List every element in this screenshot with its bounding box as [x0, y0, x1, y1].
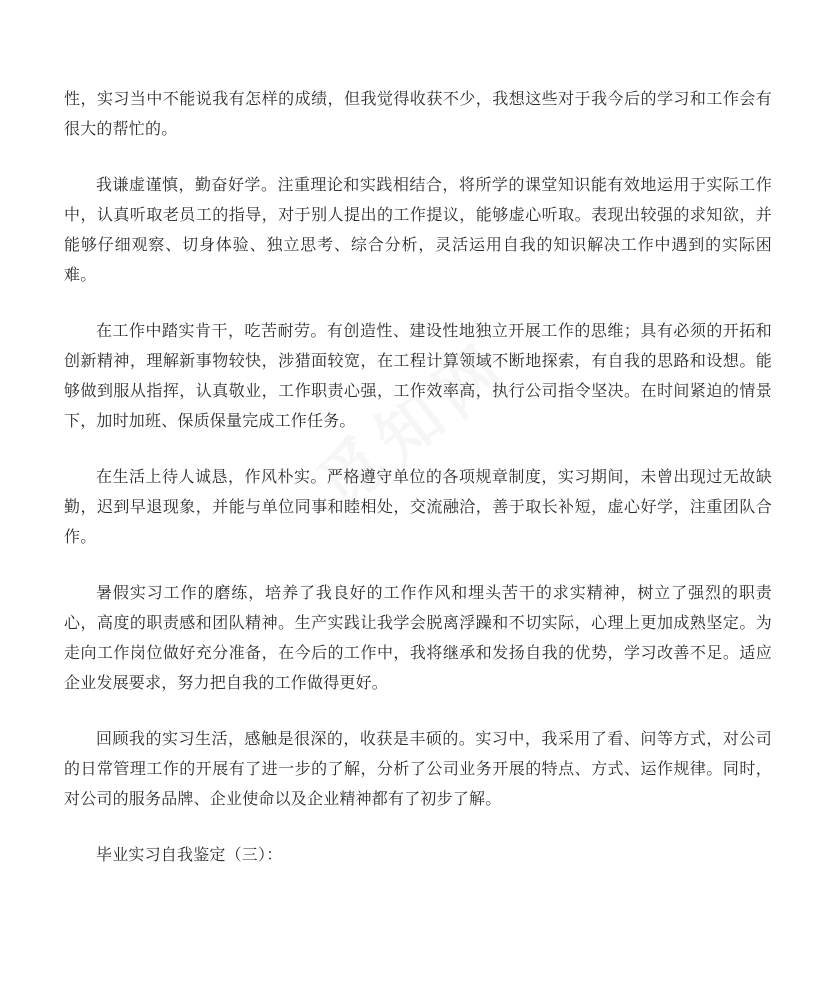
- paragraph-gap: [64, 144, 772, 170]
- paragraph-summer-internship: 暑假实习工作的磨练，培养了我良好的工作作风和埋头苦干的求实精神，树立了强烈的职责心，高度的职责感和团队精神。生产实践让我学会脱离浮躁和不切实际，心理上更加成熟坚定。为走向工作岗位做好充分准备，在今后的工作中，我将继承和发扬自我的优势，学习改善不足。适应企业发展要求，努力把自我的工作做得更好。: [64, 583, 772, 692]
- paragraph-continuation: 性，实习当中不能说我有怎样的成绩，但我觉得收获不少，我想这些对于我今后的学习和工作会有很大的帮忙的。: [64, 89, 772, 138]
- paragraph-gap: [64, 698, 772, 724]
- paragraph-humble-diligent: 我谦虚谨慎，勤奋好学。注重理论和实践相结合，将所学的课堂知识能有效地运用于实际工作中，认真听取老员工的指导，对于别人提出的工作提议，能够虚心听取。表现出较强的求知欲，并能够仔细观察、切身体验、独立思考、综合分析，灵活运用自我的知识解决工作中遇到的实际困难。: [64, 175, 772, 284]
- section-heading: 毕业实习自我鉴定（三）：: [96, 845, 283, 864]
- paragraph-work-attitude: 在工作中踏实肯干，吃苦耐劳。有创造性、建设性地独立开展工作的思维；具有必须的开拓和创新精神，理解新事物较快，涉猎面较宽，在工程计算领域不断地探索，有自我的思路和设想。能够做到服从指挥，认真敬业，工作职责心强，工作效率高，执行公司指令坚决。在时间紧迫的情景下，加时加班、保质保量完成工作任务。: [64, 321, 772, 430]
- paragraph-review: 回顾我的实习生活，感触是很深的，收获是丰硕的。实习中，我采用了看、问等方式，对公司的日常管理工作的开展有了进一步的了解，分析了公司业务开展的特点、方式、运作规律。同时，对公司的服务品牌、企业使命以及企业精神都有了初步了解。: [64, 729, 772, 808]
- document-body: [64, 84, 772, 870]
- paragraph-gap: [64, 290, 772, 316]
- paragraph-gap: [64, 814, 772, 840]
- paragraph-life-attitude: 在生活上待人诚恳，作风朴实。严格遵守单位的各项规章制度，实习期间，未曾出现过无故缺勤，迟到早退现象，并能与单位同事和睦相处，交流融洽，善于取长补短，虚心好学，注重团队合作。: [64, 467, 772, 546]
- paragraph-gap: [64, 552, 772, 578]
- paragraph-gap: [64, 436, 772, 462]
